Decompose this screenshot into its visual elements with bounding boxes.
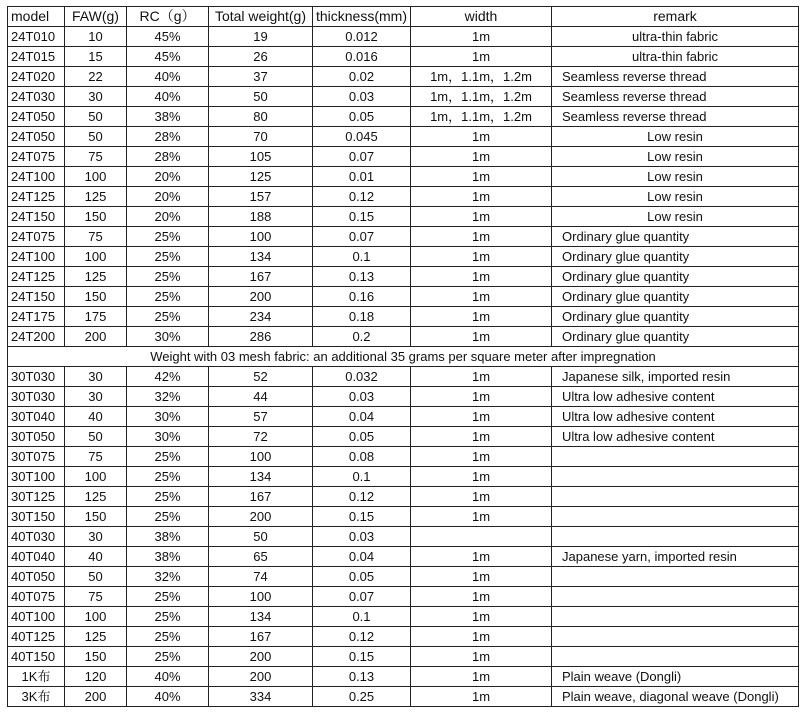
cell-thickness: 0.12 <box>313 487 411 507</box>
cell-rc: 25% <box>127 227 209 247</box>
table-row <box>8 87 799 107</box>
cell-thickness: 0.016 <box>313 47 411 67</box>
cell-rc: 38% <box>127 107 209 127</box>
cell-width: 1m <box>411 227 552 247</box>
cell-total-weight: 167 <box>209 487 313 507</box>
cell-remark: Ultra low adhesive content <box>552 427 799 447</box>
cell-model: 24T125 <box>8 267 65 287</box>
cell-model: 30T030 <box>8 387 65 407</box>
header-row <box>8 7 799 27</box>
cell-total-weight: 37 <box>209 67 313 87</box>
cell-rc: 28% <box>127 147 209 167</box>
cell-rc: 38% <box>127 527 209 547</box>
cell-remark: Japanese yarn, imported resin <box>552 547 799 567</box>
cell-rc: 20% <box>127 207 209 227</box>
cell-width: 1m <box>411 607 552 627</box>
cell-model: 30T030 <box>8 367 65 387</box>
cell-total-weight: 167 <box>209 267 313 287</box>
cell-thickness: 0.15 <box>313 207 411 227</box>
cell-model: 40T050 <box>8 567 65 587</box>
cell-total-weight: 100 <box>209 587 313 607</box>
cell-width: 1m，1.1m，1.2m <box>411 87 552 107</box>
cell-rc: 45% <box>127 47 209 67</box>
table-row <box>8 467 799 487</box>
cell-thickness: 0.05 <box>313 427 411 447</box>
cell-width: 1m <box>411 327 552 347</box>
table-row <box>8 167 799 187</box>
cell-faw: 150 <box>65 507 127 527</box>
table-row <box>8 267 799 287</box>
cell-width: 1m <box>411 627 552 647</box>
cell-faw: 75 <box>65 227 127 247</box>
cell-remark <box>552 607 799 627</box>
cell-width: 1m <box>411 127 552 147</box>
cell-model: 40T150 <box>8 647 65 667</box>
cell-faw: 75 <box>65 447 127 467</box>
header-faw: FAW(g) <box>65 7 127 27</box>
cell-thickness: 0.12 <box>313 627 411 647</box>
cell-model: 40T100 <box>8 607 65 627</box>
header-rc: RC（g） <box>127 7 209 27</box>
cell-remark <box>552 447 799 467</box>
cell-width: 1m，1.1m，1.2m <box>411 107 552 127</box>
cell-rc: 38% <box>127 547 209 567</box>
cell-faw: 150 <box>65 647 127 667</box>
cell-width: 1m <box>411 587 552 607</box>
cell-rc: 25% <box>127 467 209 487</box>
cell-model: 30T075 <box>8 447 65 467</box>
cell-remark: ultra-thin fabric <box>552 47 799 67</box>
cell-width: 1m <box>411 367 552 387</box>
table-row <box>8 127 799 147</box>
cell-model: 24T200 <box>8 327 65 347</box>
cell-remark: ultra-thin fabric <box>552 27 799 47</box>
cell-thickness: 0.03 <box>313 87 411 107</box>
cell-rc: 30% <box>127 427 209 447</box>
cell-rc: 40% <box>127 87 209 107</box>
cell-thickness: 0.04 <box>313 547 411 567</box>
cell-remark: Ordinary glue quantity <box>552 247 799 267</box>
cell-model: 24T050 <box>8 107 65 127</box>
group2-body <box>8 367 799 707</box>
cell-total-weight: 50 <box>209 87 313 107</box>
cell-rc: 20% <box>127 187 209 207</box>
table-row <box>8 507 799 527</box>
cell-width: 1m <box>411 447 552 467</box>
cell-faw: 125 <box>65 187 127 207</box>
cell-total-weight: 72 <box>209 427 313 447</box>
cell-remark: Ordinary glue quantity <box>552 327 799 347</box>
cell-remark: Ordinary glue quantity <box>552 307 799 327</box>
cell-thickness: 0.07 <box>313 227 411 247</box>
cell-faw: 150 <box>65 287 127 307</box>
table-row <box>8 227 799 247</box>
cell-width: 1m <box>411 187 552 207</box>
cell-remark <box>552 467 799 487</box>
table-row <box>8 647 799 667</box>
table-row <box>8 387 799 407</box>
cell-remark: Ultra low adhesive content <box>552 407 799 427</box>
cell-thickness: 0.13 <box>313 667 411 687</box>
header-total-weight: Total weight(g) <box>209 7 313 27</box>
table-row <box>8 67 799 87</box>
cell-faw: 30 <box>65 527 127 547</box>
cell-model: 24T050 <box>8 127 65 147</box>
cell-remark <box>552 487 799 507</box>
cell-remark: Japanese silk, imported resin <box>552 367 799 387</box>
table-row <box>8 447 799 467</box>
cell-rc: 40% <box>127 687 209 707</box>
header-width: width <box>411 7 552 27</box>
table-row <box>8 687 799 707</box>
cell-model: 24T100 <box>8 247 65 267</box>
cell-total-weight: 57 <box>209 407 313 427</box>
cell-total-weight: 134 <box>209 467 313 487</box>
cell-rc: 25% <box>127 627 209 647</box>
cell-thickness: 0.25 <box>313 687 411 707</box>
group1-body <box>8 27 799 347</box>
cell-rc: 45% <box>127 27 209 47</box>
cell-remark: Seamless reverse thread <box>552 107 799 127</box>
cell-model: 1K布 <box>8 667 65 687</box>
cell-total-weight: 26 <box>209 47 313 67</box>
table-row <box>8 47 799 67</box>
cell-remark <box>552 527 799 547</box>
cell-rc: 42% <box>127 367 209 387</box>
cell-thickness: 0.08 <box>313 447 411 467</box>
cell-faw: 22 <box>65 67 127 87</box>
cell-model: 24T030 <box>8 87 65 107</box>
cell-width: 1m <box>411 507 552 527</box>
cell-model: 24T010 <box>8 27 65 47</box>
cell-total-weight: 334 <box>209 687 313 707</box>
cell-rc: 40% <box>127 67 209 87</box>
cell-remark: Low resin <box>552 147 799 167</box>
cell-thickness: 0.1 <box>313 467 411 487</box>
table-row <box>8 287 799 307</box>
cell-faw: 100 <box>65 467 127 487</box>
cell-total-weight: 100 <box>209 447 313 467</box>
cell-model: 30T100 <box>8 467 65 487</box>
cell-model: 24T150 <box>8 207 65 227</box>
cell-model: 24T125 <box>8 187 65 207</box>
cell-total-weight: 44 <box>209 387 313 407</box>
cell-faw: 10 <box>65 27 127 47</box>
note-row <box>8 347 799 367</box>
cell-width: 1m <box>411 307 552 327</box>
table-row <box>8 587 799 607</box>
cell-width <box>411 527 552 547</box>
table-row <box>8 27 799 47</box>
cell-thickness: 0.04 <box>313 407 411 427</box>
cell-thickness: 0.18 <box>313 307 411 327</box>
cell-thickness: 0.045 <box>313 127 411 147</box>
cell-total-weight: 70 <box>209 127 313 147</box>
cell-thickness: 0.16 <box>313 287 411 307</box>
cell-width: 1m <box>411 267 552 287</box>
cell-faw: 100 <box>65 607 127 627</box>
cell-rc: 25% <box>127 287 209 307</box>
cell-total-weight: 125 <box>209 167 313 187</box>
mesh-fabric-note: Weight with 03 mesh fabric: an additional 35 grams per square meter after impregnation <box>8 347 799 367</box>
cell-remark: Plain weave, diagonal weave (Dongli) <box>552 687 799 707</box>
cell-width: 1m <box>411 387 552 407</box>
table-row <box>8 307 799 327</box>
cell-width: 1m，1.1m，1.2m <box>411 67 552 87</box>
spec-table <box>7 6 799 707</box>
cell-rc: 25% <box>127 247 209 267</box>
cell-faw: 50 <box>65 567 127 587</box>
cell-model: 24T075 <box>8 147 65 167</box>
cell-remark <box>552 567 799 587</box>
cell-total-weight: 286 <box>209 327 313 347</box>
cell-rc: 28% <box>127 127 209 147</box>
cell-rc: 30% <box>127 327 209 347</box>
cell-thickness: 0.15 <box>313 507 411 527</box>
cell-rc: 20% <box>127 167 209 187</box>
cell-faw: 50 <box>65 127 127 147</box>
cell-model: 40T125 <box>8 627 65 647</box>
cell-width: 1m <box>411 687 552 707</box>
cell-faw: 100 <box>65 167 127 187</box>
cell-total-weight: 157 <box>209 187 313 207</box>
cell-rc: 25% <box>127 587 209 607</box>
cell-thickness: 0.13 <box>313 267 411 287</box>
cell-model: 24T075 <box>8 227 65 247</box>
cell-total-weight: 200 <box>209 287 313 307</box>
cell-width: 1m <box>411 47 552 67</box>
cell-thickness: 0.07 <box>313 587 411 607</box>
cell-faw: 125 <box>65 267 127 287</box>
cell-model: 40T030 <box>8 527 65 547</box>
cell-total-weight: 200 <box>209 667 313 687</box>
table-row <box>8 107 799 127</box>
cell-width: 1m <box>411 547 552 567</box>
cell-model: 30T040 <box>8 407 65 427</box>
cell-faw: 30 <box>65 387 127 407</box>
table-row <box>8 527 799 547</box>
cell-remark: Ordinary glue quantity <box>552 287 799 307</box>
cell-thickness: 0.012 <box>313 27 411 47</box>
cell-thickness: 0.03 <box>313 387 411 407</box>
cell-width: 1m <box>411 487 552 507</box>
table-row <box>8 327 799 347</box>
cell-total-weight: 74 <box>209 567 313 587</box>
cell-remark: Low resin <box>552 207 799 227</box>
cell-model: 24T020 <box>8 67 65 87</box>
cell-faw: 125 <box>65 627 127 647</box>
cell-total-weight: 100 <box>209 227 313 247</box>
cell-faw: 40 <box>65 547 127 567</box>
cell-total-weight: 200 <box>209 647 313 667</box>
cell-faw: 175 <box>65 307 127 327</box>
cell-faw: 30 <box>65 367 127 387</box>
cell-width: 1m <box>411 147 552 167</box>
cell-width: 1m <box>411 407 552 427</box>
cell-model: 40T040 <box>8 547 65 567</box>
cell-faw: 200 <box>65 327 127 347</box>
cell-remark: Seamless reverse thread <box>552 67 799 87</box>
cell-rc: 25% <box>127 487 209 507</box>
cell-thickness: 0.2 <box>313 327 411 347</box>
cell-remark: Ordinary glue quantity <box>552 227 799 247</box>
cell-remark: Ultra low adhesive content <box>552 387 799 407</box>
cell-rc: 25% <box>127 607 209 627</box>
table-row <box>8 487 799 507</box>
cell-remark: Seamless reverse thread <box>552 87 799 107</box>
cell-model: 24T100 <box>8 167 65 187</box>
table-row <box>8 207 799 227</box>
cell-faw: 30 <box>65 87 127 107</box>
cell-rc: 32% <box>127 567 209 587</box>
cell-thickness: 0.1 <box>313 607 411 627</box>
cell-rc: 25% <box>127 647 209 667</box>
cell-width: 1m <box>411 207 552 227</box>
cell-model: 24T175 <box>8 307 65 327</box>
header-model: model <box>8 7 65 27</box>
cell-remark: Plain weave (Dongli) <box>552 667 799 687</box>
table-row <box>8 547 799 567</box>
table-row <box>8 247 799 267</box>
cell-total-weight: 200 <box>209 507 313 527</box>
cell-model: 24T015 <box>8 47 65 67</box>
cell-model: 30T125 <box>8 487 65 507</box>
cell-faw: 100 <box>65 247 127 267</box>
cell-width: 1m <box>411 167 552 187</box>
cell-rc: 32% <box>127 387 209 407</box>
cell-width: 1m <box>411 567 552 587</box>
cell-total-weight: 80 <box>209 107 313 127</box>
cell-faw: 15 <box>65 47 127 67</box>
cell-total-weight: 167 <box>209 627 313 647</box>
cell-thickness: 0.15 <box>313 647 411 667</box>
header-thickness: thickness(mm) <box>313 7 411 27</box>
cell-remark: Ordinary glue quantity <box>552 267 799 287</box>
cell-faw: 120 <box>65 667 127 687</box>
cell-thickness: 0.01 <box>313 167 411 187</box>
cell-total-weight: 134 <box>209 607 313 627</box>
cell-width: 1m <box>411 667 552 687</box>
cell-width: 1m <box>411 27 552 47</box>
cell-total-weight: 50 <box>209 527 313 547</box>
cell-remark <box>552 647 799 667</box>
cell-remark <box>552 627 799 647</box>
table-row <box>8 567 799 587</box>
cell-rc: 30% <box>127 407 209 427</box>
header-remark: remark <box>552 7 799 27</box>
cell-model: 40T075 <box>8 587 65 607</box>
table-row <box>8 667 799 687</box>
cell-rc: 25% <box>127 267 209 287</box>
cell-remark: Low resin <box>552 187 799 207</box>
cell-remark: Low resin <box>552 167 799 187</box>
cell-rc: 40% <box>127 667 209 687</box>
cell-thickness: 0.07 <box>313 147 411 167</box>
cell-model: 30T050 <box>8 427 65 447</box>
cell-faw: 200 <box>65 687 127 707</box>
cell-total-weight: 234 <box>209 307 313 327</box>
cell-total-weight: 65 <box>209 547 313 567</box>
cell-thickness: 0.05 <box>313 567 411 587</box>
cell-thickness: 0.03 <box>313 527 411 547</box>
cell-faw: 75 <box>65 147 127 167</box>
cell-rc: 25% <box>127 507 209 527</box>
cell-remark <box>552 587 799 607</box>
table-row <box>8 187 799 207</box>
cell-remark: Low resin <box>552 127 799 147</box>
cell-thickness: 0.05 <box>313 107 411 127</box>
cell-total-weight: 105 <box>209 147 313 167</box>
cell-faw: 75 <box>65 587 127 607</box>
cell-faw: 50 <box>65 107 127 127</box>
table-row <box>8 607 799 627</box>
cell-faw: 40 <box>65 407 127 427</box>
cell-width: 1m <box>411 427 552 447</box>
cell-total-weight: 19 <box>209 27 313 47</box>
cell-thickness: 0.12 <box>313 187 411 207</box>
cell-total-weight: 52 <box>209 367 313 387</box>
table-row <box>8 427 799 447</box>
table-row <box>8 407 799 427</box>
cell-faw: 50 <box>65 427 127 447</box>
cell-faw: 125 <box>65 487 127 507</box>
cell-total-weight: 134 <box>209 247 313 267</box>
note-body <box>8 347 799 367</box>
cell-faw: 150 <box>65 207 127 227</box>
table-row <box>8 147 799 167</box>
cell-width: 1m <box>411 467 552 487</box>
cell-thickness: 0.032 <box>313 367 411 387</box>
table-row <box>8 627 799 647</box>
cell-model: 24T150 <box>8 287 65 307</box>
table-row <box>8 367 799 387</box>
cell-remark <box>552 507 799 527</box>
cell-thickness: 0.02 <box>313 67 411 87</box>
cell-width: 1m <box>411 247 552 267</box>
cell-width: 1m <box>411 647 552 667</box>
cell-total-weight: 188 <box>209 207 313 227</box>
cell-model: 30T150 <box>8 507 65 527</box>
cell-thickness: 0.1 <box>313 247 411 267</box>
cell-rc: 25% <box>127 307 209 327</box>
cell-rc: 25% <box>127 447 209 467</box>
cell-model: 3K布 <box>8 687 65 707</box>
cell-width: 1m <box>411 287 552 307</box>
